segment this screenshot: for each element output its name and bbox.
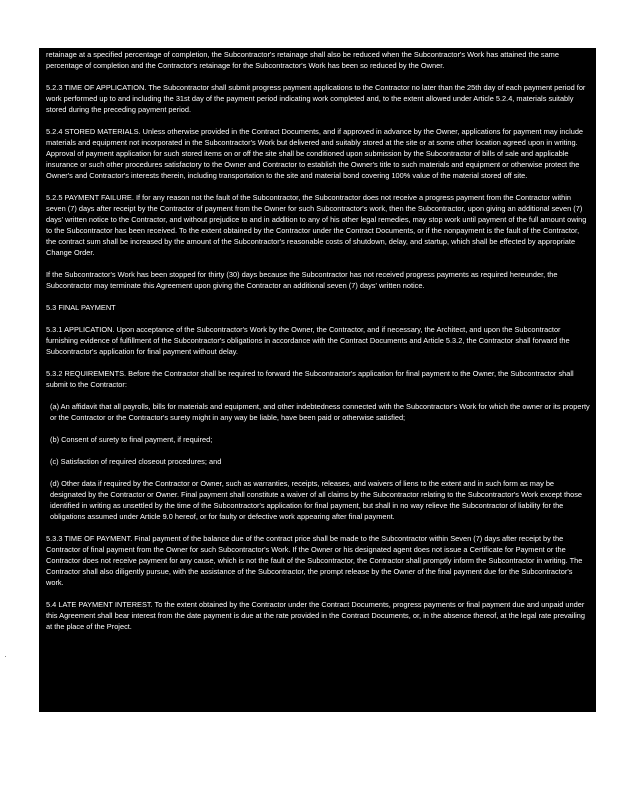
stored-materials-paragraph: 5.2.4 STORED MATERIALS. Unless otherwise provided in the Contract Documents, and if approved in advance by the Owner, applications for payment may include materials and equipment not incorporated in the Subcontractor's Work but delivered and suitably stored at the site or at some other location agreed upon in writing. Approval of payment application for such stored items on or off the site shall be conditioned upon submission by the Subcontractor of bills of sale and applicable insurance or such other procedures satisfactory to the Owner and Contractor to establish the Owner's title to such materials and equipment or otherwise protect the Owner's and Contractor's interests therein, including transportation to the site and material bond covering 100% value of the material stored off site. [46, 127, 584, 180]
scan-speck [5, 656, 6, 657]
requirement-item-d: (d) Other data if required by the Contractor or Owner, such as warranties, receipts, releases, and waivers of liens to the extent and in such form as may be designated by the Contractor or Owner. Final payment shall constitute a waiver of all claims by the Subcontractor relating to the Subcontractor's Work except those identified in writing as unsettled by the time of the Subcontractor's application for final payment, but shall in no way relieve the Subcontractor of liability for the obligations assumed under Article 9.0 hereof, or for faulty or defective work appearing after final payment. [50, 479, 583, 521]
late-payment-interest-paragraph: 5.4 LATE PAYMENT INTEREST. To the extent obtained by the Contractor under the Contract Documents, progress payments or final payment due and unpaid under this Agreement shall bear interest from the date payment is due at the rate provided in the Contract Documents, or, in the absence thereof, at the legal rate prevailing at the place of the Project. [46, 600, 586, 631]
payment-failure-paragraph: 5.2.5 PAYMENT FAILURE. If for any reason not the fault of the Subcontractor, the Subcontractor does not receive a progress payment from the Contractor within seven (7) days after receipt by the Contractor of payment from the Owner for such Subcontractor's work, then the Subcontractor, upon giving an additional seven (7) days' written notice to the Contractor, and without prejudice to and in addition to any of his other legal remedies, may stop work until payment of the full amount owing to the Subcontractor has been received. To the extent obtained by the Contractor under the Contract Documents, or if the nonpayment is the fault of the Contractor, the contract sum shall be increased by the amount of the Subcontractor's reasonable costs of shutdown, delay, and startup, which shall be effected by appropriate Change Order. [46, 193, 587, 257]
requirements-paragraph: 5.3.2 REQUIREMENTS. Before the Contractor shall be required to forward the Subcontractor's application for final payment to the Owner, the Subcontractor shall submit to the Contractor: [46, 369, 574, 389]
requirement-item-b: (b) Consent of surety to final payment, if required; [50, 435, 213, 444]
retainage-paragraph: retainage at a specified percentage of completion, the Subcontractor's retainage shall also be reduced when the Subcontractor's Work has attained the same percentage of completion and the Contractor's retainage for the Subcontractor's Work has been so reduced by the Owner. [46, 50, 559, 70]
time-of-application-paragraph: 5.2.3 TIME OF APPLICATION. The Subcontractor shall submit progress payment applications to the Contractor no later than the 25th day of each payment period for work performed up to and including the 31st day of the payment period indicating work completed and, to the extent allowed under Article 5.2.4, materials suitably stored during the preceding payment period. [46, 83, 586, 114]
work-stopped-paragraph: If the Subcontractor's Work has been stopped for thirty (30) days because the Subcontractor has not received progress payments as required hereunder, the Subcontractor may terminate this Agreement upon giving the Contractor an additional seven (7) days' written notice. [46, 270, 558, 290]
requirement-item-c: (c) Satisfaction of required closeout procedures; and [50, 457, 222, 466]
time-of-payment-paragraph: 5.3.3 TIME OF PAYMENT. Final payment of the balance due of the contract price shall be made to the Subcontractor within Seven (7) days after receipt by the Contractor of final payment from the Owner for such Subcontractor's Work. If the Owner or his designated agent does not issue a Certificate for Payment or the Contractor does not receive payment for any cause, which is not the fault of the Subcontractor, the Contractor shall promptly inform the Subcontractor in writing. The Contractor shall also diligently pursue, with the assistance of the Subcontractor, the prompt release by the Owner of the final payment due for the Subcontractor's work. [46, 534, 583, 587]
final-payment-heading: 5.3 FINAL PAYMENT [46, 303, 116, 312]
requirement-item-a: (a) An affidavit that all payrolls, bills for materials and equipment, and other indebtedness connected with the Subcontractor's Work for which the owner or its property or the Contractor or the Contractor's surety might in any way be liable, have been paid or otherwise satisfied; [50, 402, 590, 422]
final-application-paragraph: 5.3.1 APPLICATION. Upon acceptance of the Subcontractor's Work by the Owner, the Contractor, and if necessary, the Architect, and upon the Subcontractor furnishing evidence of fulfillment of the Subcontractor's obligations in accordance with the Contract Documents and Article 5.3.2, the Contractor shall forward the Subcontractor's application for final payment without delay. [46, 325, 570, 356]
document-page [39, 48, 596, 712]
